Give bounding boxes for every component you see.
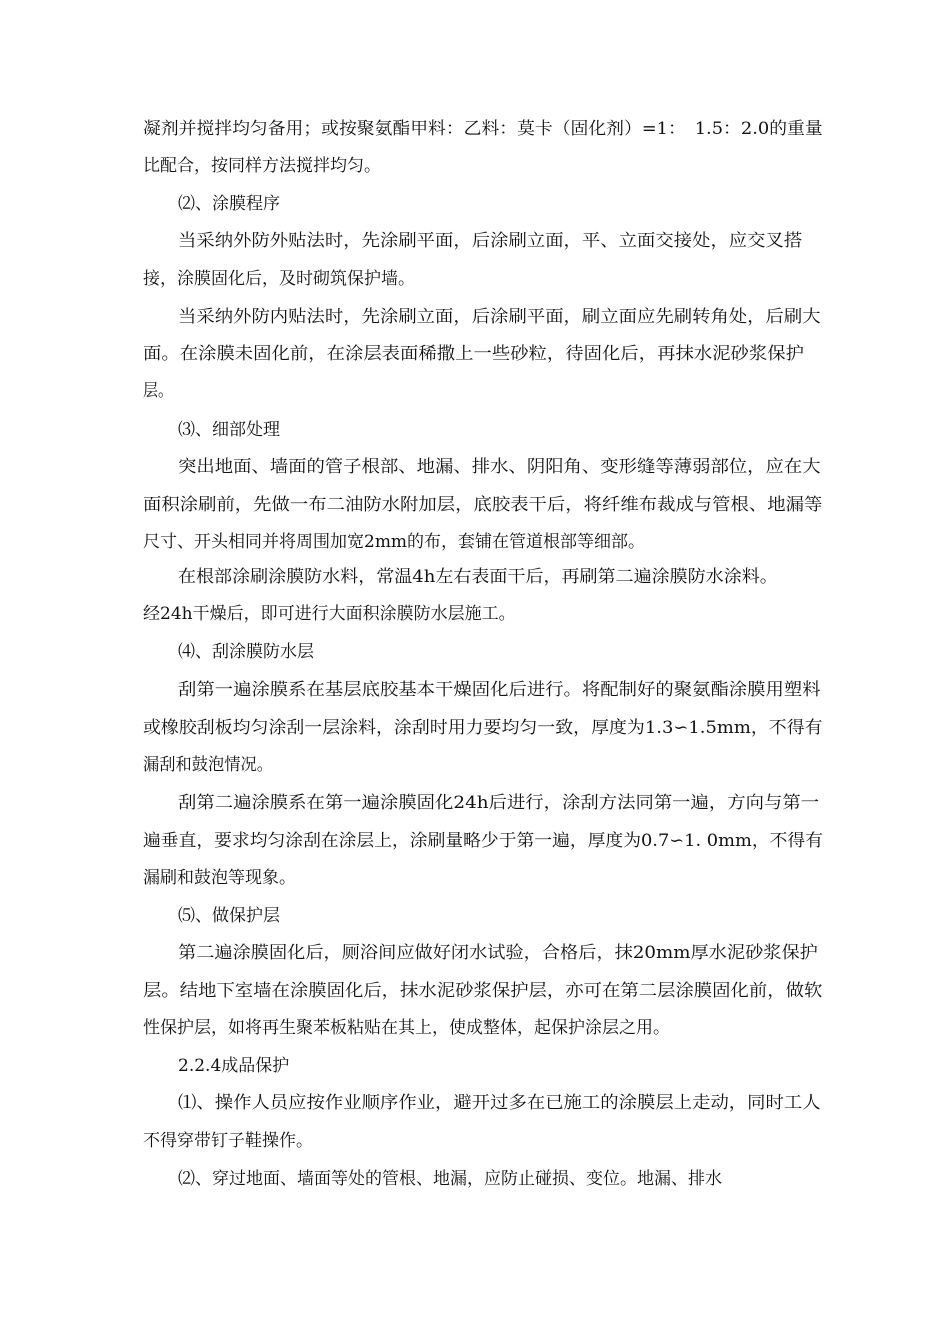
text-line: 或橡胶刮板均匀涂刮一层涂料，涂刮时用力要均匀一致，厚度为1.3∽1.5mm，不得有 — [143, 718, 823, 738]
section-heading: ⑸、做保护层 — [178, 906, 280, 926]
text-line: ⑴、操作人员应按作业顺序作业，避开过多在已施工的涂膜层上走动，同时工人 — [178, 1093, 821, 1113]
section-heading: ⑷、刮涂膜防水层 — [178, 642, 314, 662]
text-line: 面。在涂膜未固化前，在涂层表面稀撒上一些砂粒，待固化后，再抹水泥砂浆保护 — [143, 344, 804, 364]
text-line: 当采纳外防外贴法时，先涂刷平面，后涂刷立面，平、立面交接处，应交叉搭 — [178, 231, 803, 251]
text-line: ⑵、穿过地面、墙面等处的管根、地漏，应防止碰损、变位。地漏、排水 — [178, 1169, 722, 1189]
text-line: 经24h干燥后，即可进行大面积涂膜防水层施工。 — [143, 604, 516, 624]
text-line: 在根部涂刷涂膜防水料，常温4h左右表面干后，再刷第二遍涂膜防水涂料。 — [178, 567, 778, 587]
text-line: 面积涂刷前，先做一布二油防水附加层，底胶表干后，将纤维布裁成与管根、地漏等 — [143, 495, 823, 515]
text-line: 刮第一遍涂膜系在基层底胶基本干燥固化后进行。将配制好的聚氨酯涂膜用塑料 — [178, 680, 821, 700]
text-line: 突出地面、墙面的管子根部、地漏、排水、阴阳角、变形缝等薄弱部位，应在大 — [178, 457, 821, 477]
text-line: 遍垂直，要求均匀涂刮在涂层上，涂刷量略少于第一遍，厚度为0.7∽1. 0mm，不得有 — [143, 831, 823, 851]
text-line: 比配合，按同样方法搅拌均匀。 — [143, 156, 381, 176]
text-line: 尺寸、开头相同并将周围加宽2mm的布，套铺在管道根部等细部。 — [143, 532, 646, 552]
text-line: 不得穿带钉子鞋操作。 — [143, 1131, 313, 1151]
text-line: 接，涂膜固化后，及时砌筑保护墙。 — [143, 269, 415, 289]
text-line: 性保护层，如将再生聚苯板粘贴在其上，使成整体，起保护涂层之用。 — [143, 1018, 670, 1038]
section-heading: ⑶、细部处理 — [178, 420, 280, 440]
text-line: 层。 — [143, 381, 174, 401]
text-line: 漏刮和鼓泡情况。 — [143, 755, 274, 775]
text-line: 刮第二遍涂膜系在第一遍涂膜固化24h后进行，涂刮方法同第一遍，方向与第一 — [178, 793, 820, 813]
text-line: 层。结地下室墙在涂膜固化后，抹水泥砂浆保护层，亦可在第二层涂膜固化前，做软 — [143, 981, 823, 1001]
text-line: 漏刷和鼓泡等现象。 — [143, 868, 296, 888]
section-heading: 2.2.4成品保护 — [178, 1056, 290, 1076]
text-line: 凝剂并搅拌均匀备用；或按聚氨酯甲料：乙料：莫卡（固化剂）=1： 1.5：2.0的重量 — [143, 119, 823, 139]
text-line: 第二遍涂膜固化后，厕浴间应做好闭水试验，合格后，抹20mm厚水泥砂浆保护 — [178, 943, 818, 963]
text-line: 当采纳外防内贴法时，先涂刷立面，后涂刷平面，刷立面应先刷转角处，后刷大 — [178, 307, 821, 327]
section-heading: ⑵、涂膜程序 — [178, 194, 280, 214]
